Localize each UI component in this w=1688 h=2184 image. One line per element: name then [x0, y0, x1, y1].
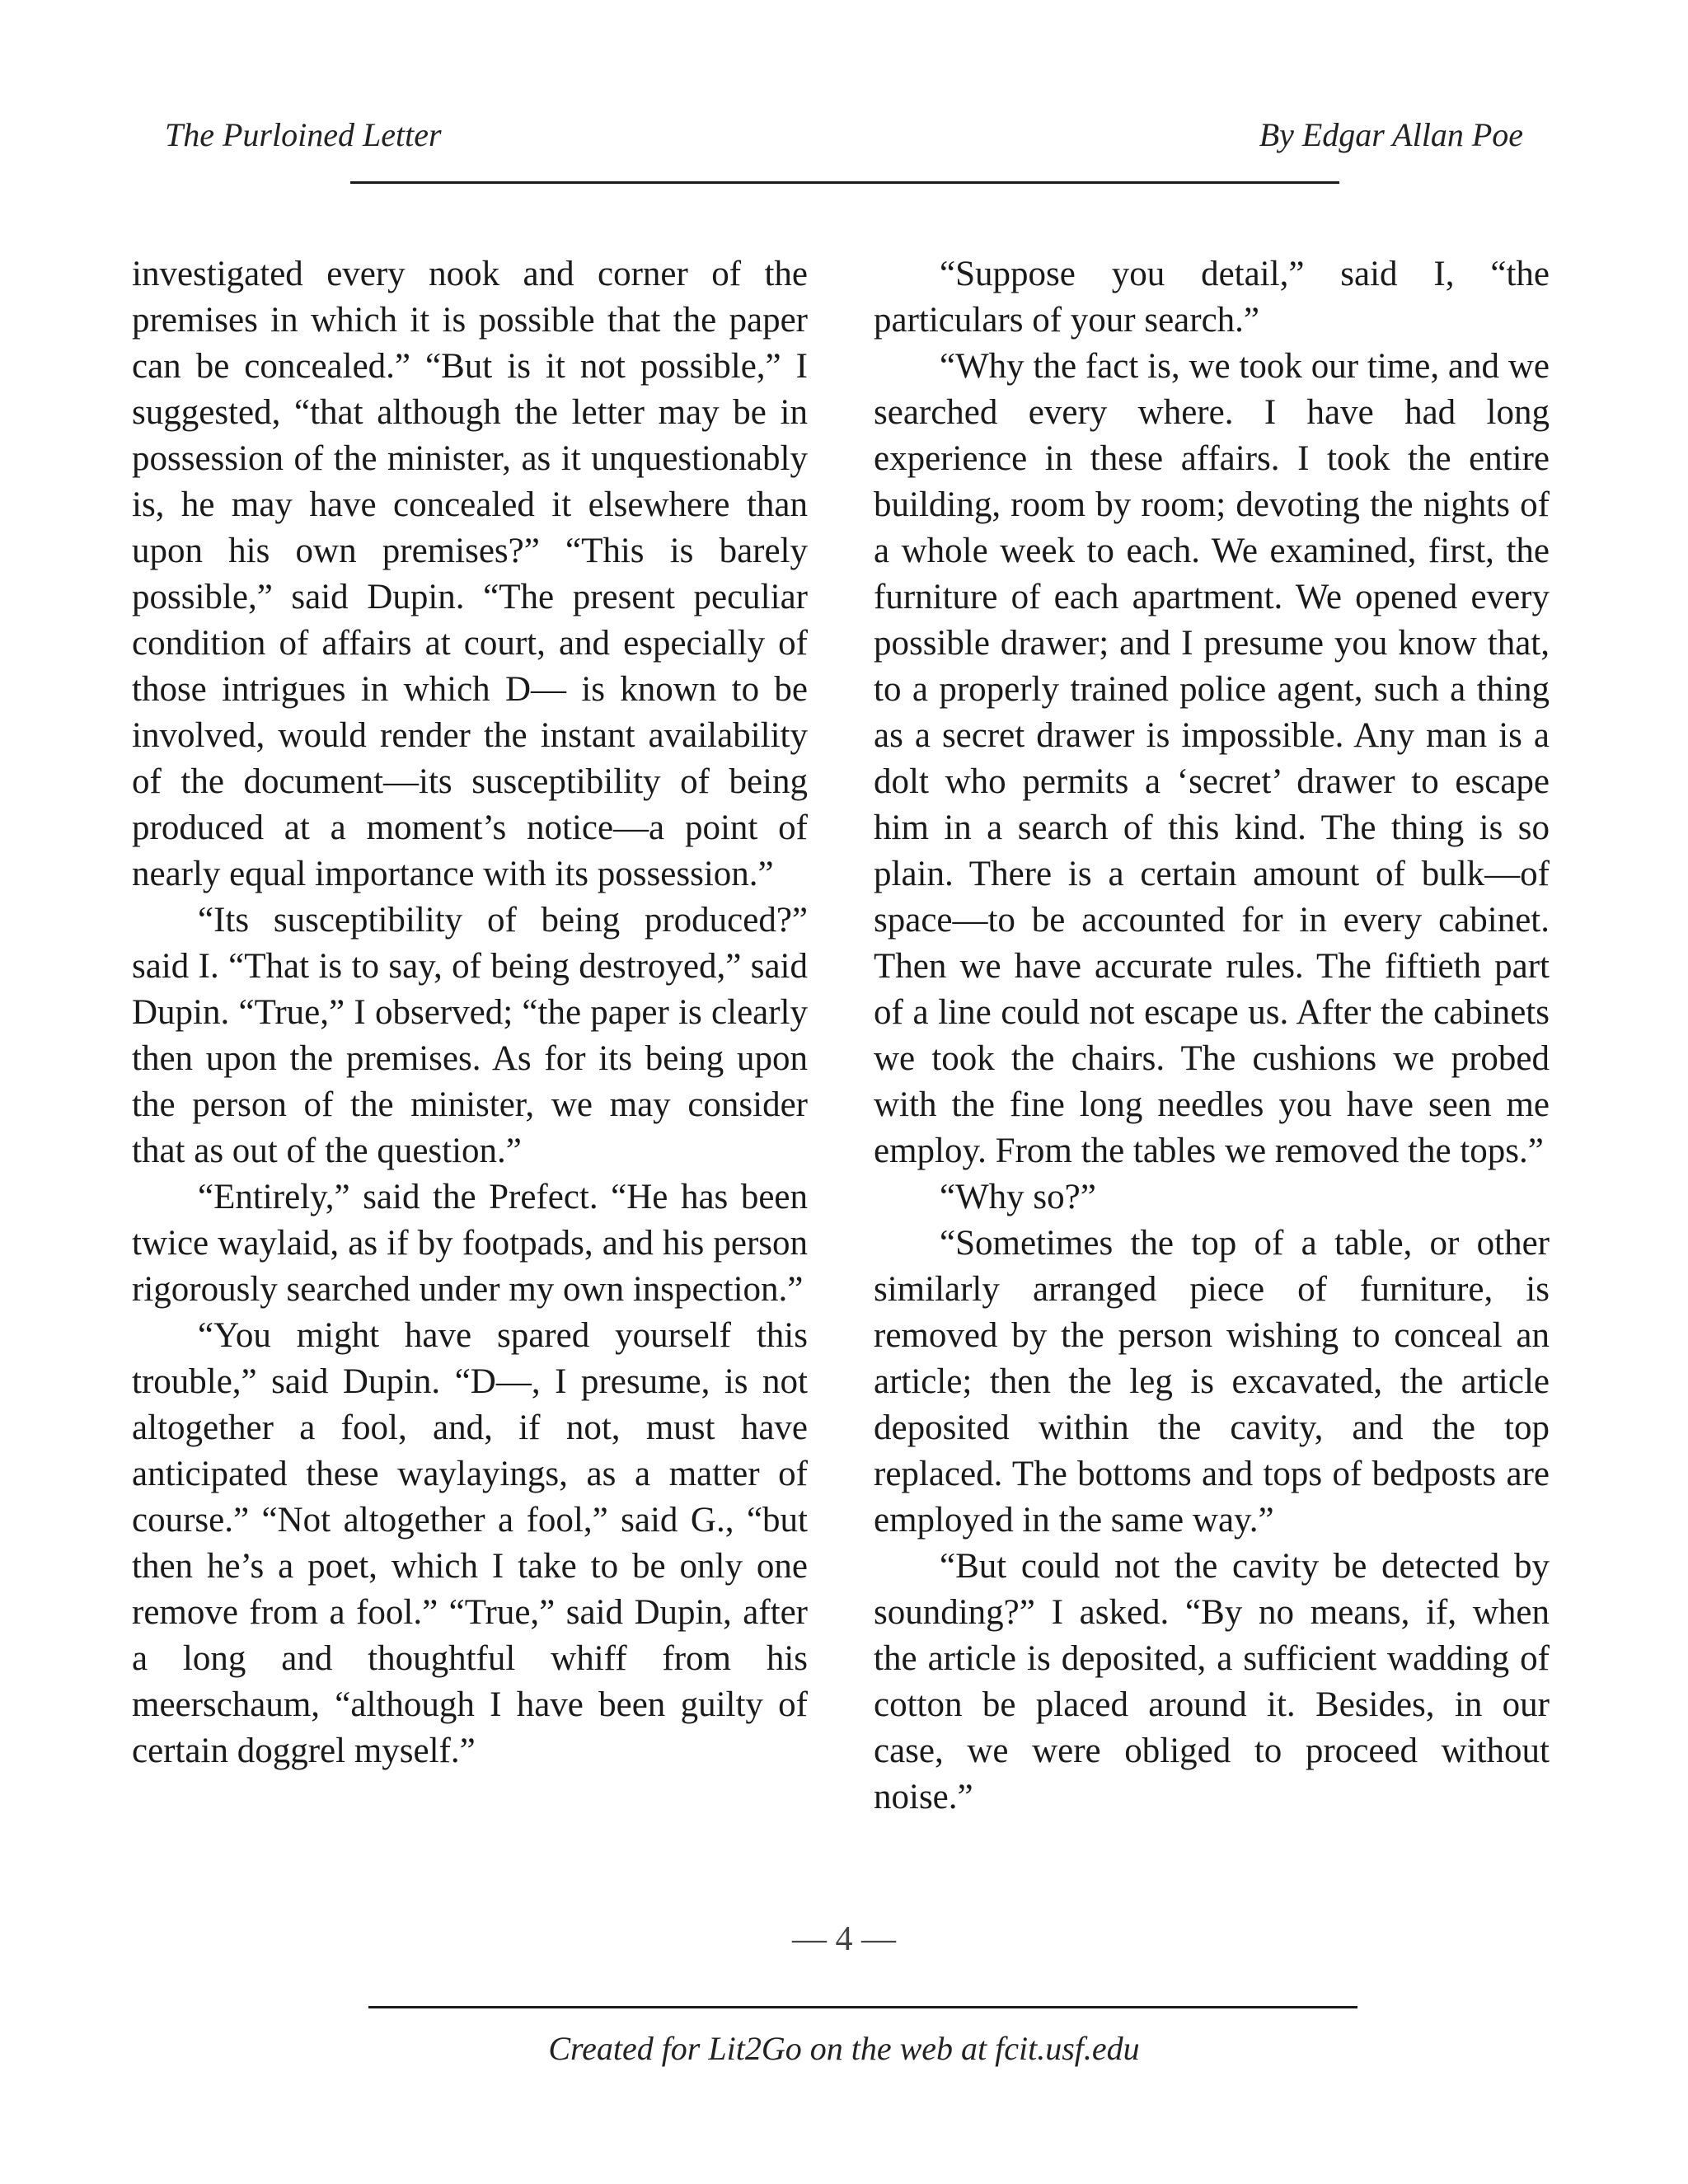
paragraph: “Why so?”: [940, 1178, 1096, 1216]
paragraph: “Why the fact is, we took our time, and we searched every where. I have had long experience in these affairs. I took the entire building, room by room; devoting the nights of a whole week to each. We examined, first, the furniture of each apartment. We opened every possible drawer; and I presume you know that, to a properly trained police agent, such a thing as a secret drawer is impossible. Any man is a dolt who permits a ‘secret’ drawer to escape him in a search of this kind. The thing is so plain. There is a certain amount of bulk—of space—to be accounted for in every cabinet. Then we have accurate rules. The fiftieth part of a line could not escape us. After the cabinets we took the chairs. The cushions we probed with the fine long needles you have seen me employ. From the tables we removed the tops.”: [874, 347, 1550, 1170]
running-header-author: By Edgar Allan Poe: [1259, 116, 1523, 153]
paragraph: “Suppose you detail,” said I, “the particulars of your search.”: [874, 255, 1550, 340]
paragraph: “But could not the cavity be detected by sounding?” I asked. “By no means, if, when the article is deposited, a sufficient wadding of cotton be placed around it. Besides, in our case, we were obliged to proceed without noise.”: [874, 1547, 1550, 1816]
left-column: [132, 251, 808, 1774]
paragraph: investigated every nook and corner of the premises in which it is possible that the paper can be concealed.” “But is it not possible,” I suggested, “that although the letter may be in possession of the minister, as it unquestionably is, he may have concealed it elsewhere than upon his own premises?” “This is barely possible,” said Dupin. “The present peculiar condition of affairs at court, and especially of those intrigues in which D— is known to be involved, would render the instant availability of the document—its susceptibility of being produced at a moment’s notice—a point of nearly equal importance with its possession.”: [132, 255, 808, 893]
right-column: [874, 251, 1550, 1821]
footer-credit: Created for Lit2Go on the web at fcit.usf.edu: [548, 2030, 1140, 2067]
footer-rule: [368, 2006, 1357, 2008]
paragraph: “You might have spared yourself this trouble,” said Dupin. “D—, I presume, is not altogether a fool, and, if not, must have anticipated these waylayings, as a matter of course.” “Not altogether a fool,” said G., “but then he’s a poet, which I take to be only one remove from a fool.” “True,” said Dupin, after a long and thoughtful whiff from his meerschaum, “although I have been guilty of certain doggrel myself.”: [132, 1316, 808, 1770]
paragraph: “Sometimes the top of a table, or other similarly arranged piece of furniture, is removed by the person wishing to conceal an article; then the leg is excavated, the article deposited within the cavity, and the top replaced. The bottoms and tops of bedposts are employed in the same way.”: [874, 1224, 1550, 1540]
paragraph: “Its susceptibility of being produced?” said I. “That is to say, of being destroyed,” said Dupin. “True,” I observed; “the paper is clearly then upon the premises. As for its being upon the person of the minister, we may consider that as out of the question.”: [132, 901, 808, 1170]
page-number: — 4 —: [792, 1920, 896, 1958]
running-header-title: The Purloined Letter: [165, 116, 442, 153]
header-rule: [350, 181, 1339, 184]
paragraph: “Entirely,” said the Prefect. “He has been twice waylaid, as if by footpads, and his person rigorously searched under my own inspection.”: [132, 1178, 808, 1309]
